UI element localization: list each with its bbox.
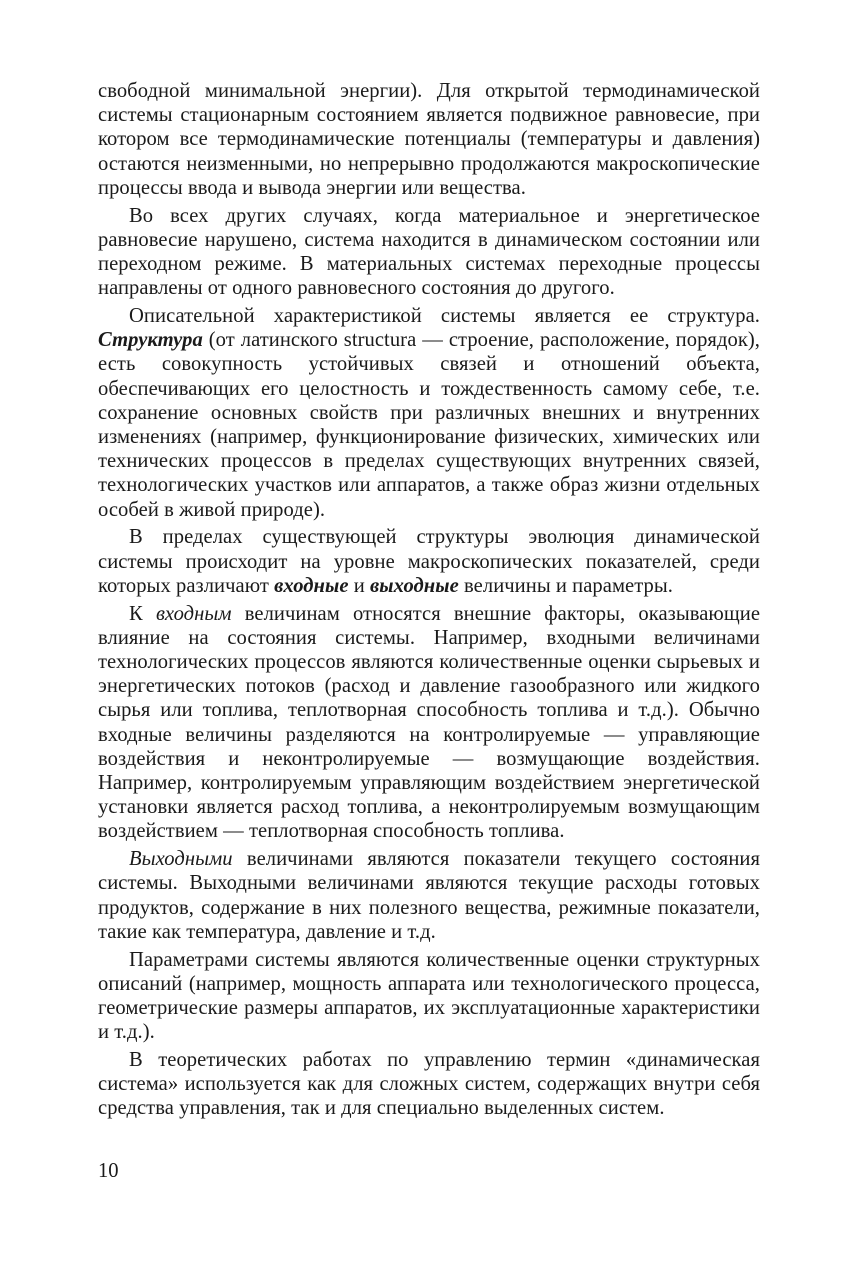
paragraph-evolution [98,525,760,598]
paragraph-dynamic-state: Во всех других случаях, когда материальное и энергетическое равновесие нарушено, система находится в динамическом состоянии или переходном режиме. В материальных системах переходные процессы направлены от одного равновесного состояния до другого. [98,204,760,300]
term-output: выходные [370,574,459,597]
paragraph-evolution-tail: величины и параметры. [458,574,673,597]
term-structure: Структура [98,329,203,352]
paragraph-evolution-lead: В пределах существующей структуры эволюция динамической системы происходит на уровне макроскопических показателей, среди которых различают [98,526,760,597]
paragraph-input-lead: К [129,602,156,625]
paragraph-parameters: Параметрами системы являются количественные оценки структурных описаний (например, мощность аппарата или технологического процесса, геометрические размеры аппаратов, их эксплуатационные характеристики и т.д.). [98,948,760,1044]
paragraph-evolution-conjunction: и [348,574,371,597]
page-number: 10 [98,1160,119,1182]
paragraph-structure-definition [98,304,760,522]
paragraph-output-quantities [98,847,760,944]
term-input: входные [274,574,349,597]
page-body [98,79,760,1121]
paragraph-theory: В теоретических работах по управлению термин «динамическая система» используется как для сложных систем, содержащих внутри себя средства управления, так и для специально выделенных систем. [98,1049,760,1120]
paragraph-structure-lead: Описательной характеристикой системы является ее структура. [129,305,760,328]
paragraph-input-body: величинам относятся внешние факторы, оказывающие влияние на состояния системы. Например, входными величинами технологических процессов являются количественные оценки сырьевых и энергетических потоков (расход и давление газообразного или жидкого сырья или топлива, теплотворная способность топлива и т.д.). Обычно входные величины разделяются на контролируемые — управляющие воздействия и неконтролируемые — возмущающие воздействия. Например, контролируемым управляющим воздействием энергетической установки является расход топлива, а неконтролируемым возмущающим воздействием — теплотворная способность топлива. [98,602,761,843]
paragraph-output-body: величинами являются показатели текущего состояния системы. Выходными величинами являются текущие расходы готовых продуктов, содержание в них полезного вещества, режимные показатели, такие как температура, давление и т.д. [98,848,760,943]
paragraph-structure-body: (от латинского structura — строение, расположение, порядок), есть совокупность устойчивых связей и отношений объекта, обеспечивающих его целостность и тождественность самому себе, т.е. сохранение основных свойств при различных внешних и внутренних изменениях (например, функционирование физических, химических или технических процессов в пределах существующих внутренних связей, технологических участков или аппаратов, а также образ жизни отдельных особей в живой природе). [98,329,760,521]
paragraph-continuation: свободной минимальной энергии). Для открытой термодинамической системы стационарным состоянием является подвижное равновесие, при котором все термодинамические потенциалы (температуры и давления) остаются неизменными, но непрерывно продолжаются макроскопические процессы ввода и вывода энергии или вещества. [98,80,760,199]
paragraph-input-quantities [98,602,760,844]
term-input-italic: входным [155,602,232,625]
term-output-italic: Выходными [129,848,233,871]
